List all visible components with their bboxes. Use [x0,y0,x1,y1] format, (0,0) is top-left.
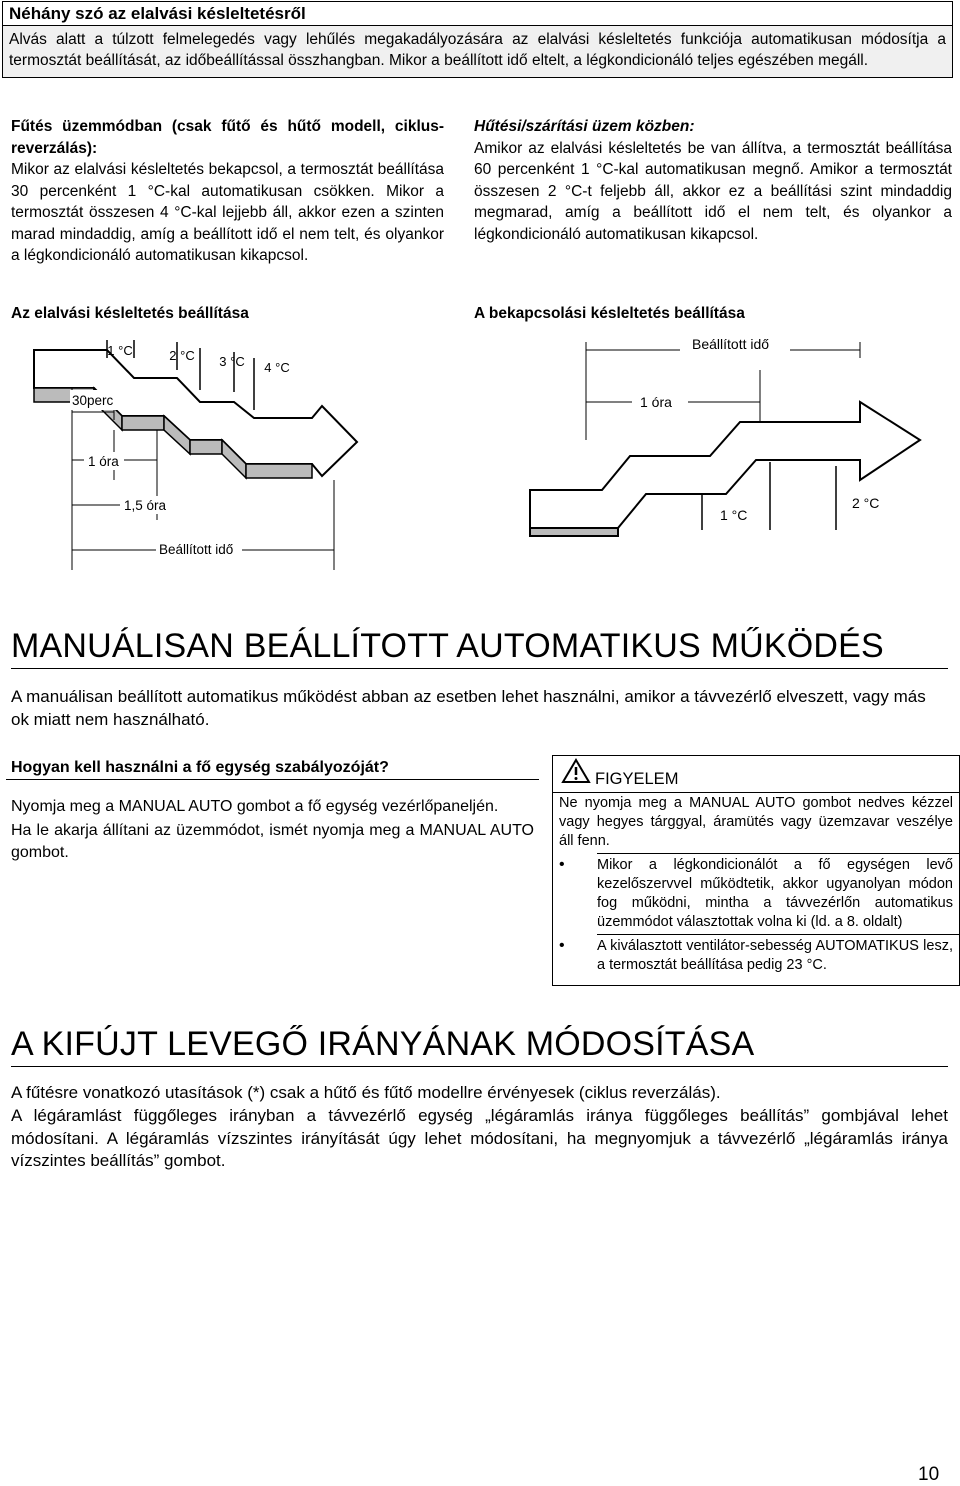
hour-label: 1 óra [640,394,672,410]
how-to-title: Hogyan kell használni a fő egység szabályozóját? [6,754,539,780]
time-label-1-5h: 1,5 óra [124,498,167,513]
time-label-30min: 30perc [72,393,114,408]
heading-rule [11,668,948,669]
airflow-heading: A KIFÚJT LEVEGŐ IRÁNYÁNAK MÓDOSÍTÁSA [11,1025,755,1063]
step-label: 1 °C [107,343,133,358]
step-label-right: 1 °C [720,507,748,523]
warning-title: FIGYELEM [595,770,679,788]
cooling-mode-heading: Hűtési/szárítási üzem közben: [474,118,695,135]
heating-mode-text: Mikor az elalvási késleltetés bekapcsol, a termosztát beállítása 30 percenként 1 °C-kal automatikusan csökken. Mikor a termosztát összesen 4 °C-kal lejjebb áll, akkor ezen a szinten marad mindaddig, amíg a beállított idő el nem telt, és olyankor a légkondicionáló automatikusan kikapcsol. [11,161,444,264]
how-to-step-2: Ha le akarja állítani az üzemmódot, ismét nyomja meg a MANUAL AUTO gombot. [11,822,534,861]
list-item: • Mikor a légkondicionálót a fő egységen levő kezelőszervvel működtetik, akkor ugyanolyan módon fog működni, mintha a távvezérlőn automatikus üzemmódot választottak volna ki (ld. a 8. oldalt) [597,853,959,934]
step-label: 4 °C [264,360,290,375]
airflow-text: A légáramlást függőleges irányban a távvezérlő egység „légáramlás iránya függőleges beállítás” gombjával lehet módosítani. A légáramlás vízszintes irányítását úgy lehet módosítani, ha megnyomjuk a távvezérlő „légáramlás iránya vízszintes beállítás” gombot. [11,1106,948,1170]
heating-mode-section [11,116,444,267]
set-time-label: Beállított idő [692,336,770,352]
manual-auto-heading: MANUÁLISAN BEÁLLÍTOTT AUTOMATIKUS MŰKÖDÉS [11,627,884,665]
on-delay-diagram [520,330,950,540]
notes-list [553,853,959,977]
airflow-note: A fűtésre vonatkozó utasítások (*) csak a hűtő és fűtő modellre érvényesek (ciklus reverzálás). [11,1083,721,1102]
step-label-right: 2 °C [852,495,880,511]
warning-triangle-icon [561,758,591,784]
descending-step-arrow [34,350,357,476]
info-box-body: Alvás alatt a túlzott felmelegedés vagy lehűlés megakadályozására az elalvási késleltetés funkciója automatikusan módosítja a termosztát beállítását, az időbeállítással összhangban. Mikor a beállított idő eltelt, a légkondicionáló teljes egészében megáll. [3,26,952,77]
sleep-delay-diagram [22,330,462,580]
info-box-title: Néhány szó az elalvási késleltetésről [3,2,952,26]
step-label: 2 °C [169,348,195,363]
list-item: • A kiválasztott ventilátor-sebesség AUTOMATIKUS lesz, a termosztát beállítása pedig 23 °C. [597,934,959,977]
warning-box [552,755,960,986]
step-label: 3 °C [219,354,245,369]
cooling-mode-text: Amikor az elalvási késleltetés be van állítva, a termosztát beállítása 60 percenként 1 °C-kal automatikusan megnő. Amikor a termosztát összesen 2 °C-t feljebb áll, akkor ez a beállítási szint mindaddig megmarad, amíg a beállított idő el nem telt, és olyankor a légkondicionáló automatikusan kikapcsol. [474,139,952,243]
heating-mode-heading: Fűtés üzemmódban (csak fűtő és hűtő modell, ciklus-reverzálás): [11,118,444,157]
page-number: 10 [918,1464,940,1485]
sleep-delay-diagram-title: Az elalvási késleltetés beállítása [11,305,249,322]
sleep-delay-info-box [2,1,953,78]
on-delay-diagram-title: A bekapcsolási késleltetés beállítása [474,305,745,322]
cooling-mode-section [474,116,952,245]
time-label-set-time: Beállított idő [159,542,234,557]
time-label-1h: 1 óra [88,454,119,469]
warning-text: Ne nyomja meg a MANUAL AUTO gombot nedves kézzel vagy hegyes tárggyal, áramütés vagy üzemzavar veszélye áll fenn. [559,795,953,849]
heading-rule [11,1066,948,1067]
manual-auto-intro: A manuálisan beállított automatikus működést abban az esetben lehet használni, amikor a távvezérlő elveszett, vagy más ok miatt nem használható. [11,687,926,729]
how-to-box [6,754,539,864]
how-to-step-1: Nyomja meg a MANUAL AUTO gombot a fő egység vezérlőpaneljén. [11,798,499,815]
